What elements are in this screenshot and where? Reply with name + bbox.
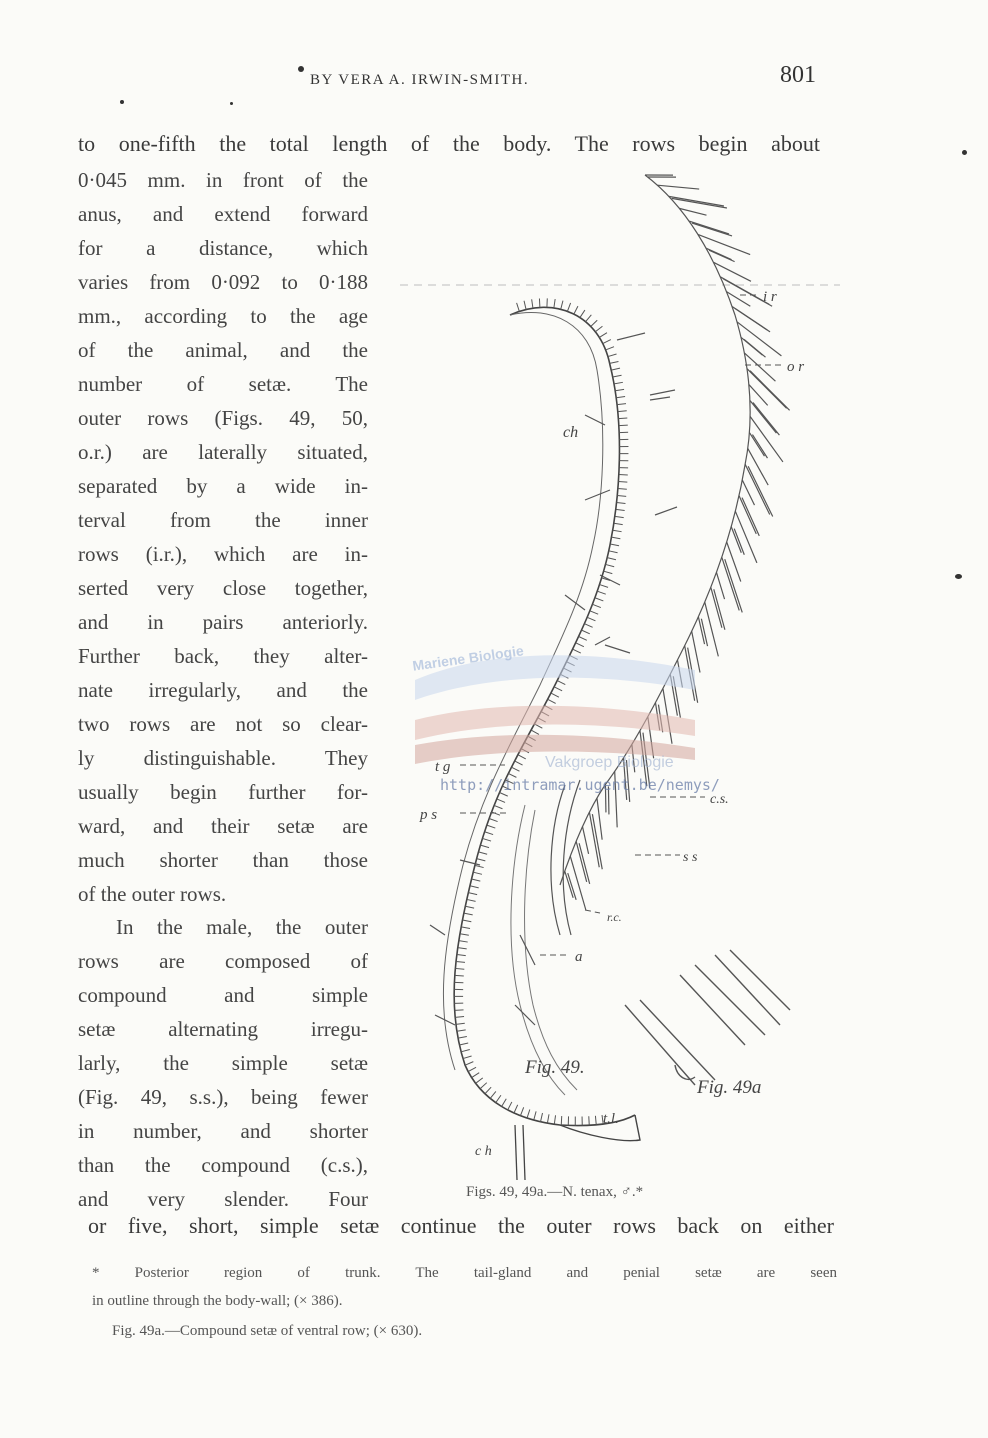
annulation-tick [617, 404, 626, 405]
annulation-tick [475, 865, 484, 867]
seta [734, 529, 744, 555]
annulation-tick [616, 509, 625, 510]
annulation-tick [487, 825, 496, 828]
text-line: of the animal, and the [78, 338, 368, 362]
annulation-tick [485, 832, 494, 835]
text-line: outer rows (Figs. 49, 50, [78, 406, 368, 430]
text-line: mm., according to the age [78, 304, 368, 328]
text-line: than the compound (c.s.), [78, 1153, 368, 1177]
seta [713, 262, 750, 281]
annulation-tick [467, 899, 476, 901]
text-line: larly, the simple setæ [78, 1051, 368, 1075]
label-rc: r.c. [607, 910, 622, 924]
annulation-tick [606, 347, 614, 350]
label-ir: i r [763, 289, 777, 305]
annulation-tick [580, 310, 585, 318]
seta [748, 466, 773, 516]
annulation-tick [458, 948, 467, 949]
text-line: compound and simple [78, 983, 368, 1007]
annulation-tick [567, 303, 570, 311]
seta [711, 587, 722, 628]
annulation-tick [584, 624, 592, 628]
seta [592, 814, 602, 869]
text-line: o.r.) are laterally situated, [78, 440, 368, 464]
annulation-tick [610, 361, 619, 363]
label-a: a [575, 949, 583, 965]
annulation-tick [541, 1113, 543, 1122]
annulation-tick [463, 1056, 472, 1059]
annulation-tick [461, 1050, 470, 1052]
annulation-tick [527, 1109, 530, 1118]
annulation-tick [514, 1105, 518, 1113]
annulation-tick [457, 1030, 466, 1031]
annulation-tick [574, 306, 578, 314]
annulation-tick [455, 968, 464, 969]
annulation-tick [476, 1078, 483, 1083]
seta [749, 433, 764, 457]
seta [744, 353, 775, 381]
annulation-tick [502, 1099, 507, 1107]
annulation-tick [455, 1017, 464, 1018]
annulation-tick [477, 859, 486, 861]
seta [727, 542, 741, 582]
annulation-tick [465, 906, 474, 908]
annulation-tick [480, 845, 489, 848]
footnote-line-1: * Posterior region of trunk. The tail-gland and penial setæ are seen [92, 1265, 837, 1281]
scan-speck [962, 150, 967, 155]
annulation-tick [464, 913, 473, 915]
watermark-url: http://intramar.ugent.be/nemys/ [440, 776, 720, 794]
seta [750, 401, 776, 434]
text-line: Further back, they alter- [78, 644, 368, 668]
annulation-tick [478, 852, 487, 854]
annulation-tick [618, 489, 627, 490]
annulation-tick [456, 961, 465, 962]
annulation-tick [465, 1062, 473, 1066]
annulation-tick [595, 1116, 596, 1125]
annulation-tick [472, 1073, 480, 1078]
body-first-line: to one-fifth the total length of the body. The rows begin about [78, 131, 820, 156]
figure-caption: Figs. 49, 49a.—N. tenax, ♂.* [466, 1184, 644, 1200]
annulation-tick [590, 611, 598, 614]
seta [698, 234, 750, 254]
annulation-tick [586, 315, 592, 322]
label-ss: s s [683, 850, 698, 865]
text-line: two rows are not so clear- [78, 712, 368, 736]
annulation-tick [554, 299, 555, 308]
annulation-tick [490, 1091, 496, 1098]
watermark-subtitle: Vakgroep Biologie [545, 754, 674, 771]
label-cs: c.s. [710, 792, 729, 807]
text-line: for a distance, which [78, 236, 368, 260]
text-line: (Fig. 49, s.s.), being fewer [78, 1085, 368, 1109]
annulation-tick [473, 872, 482, 874]
seta [657, 185, 699, 189]
annulation-tick [599, 333, 607, 338]
annulation-tick [460, 934, 469, 936]
footnote-line-2: in outline through the body-wall; (× 386). [92, 1293, 343, 1309]
annulation-tick [591, 320, 598, 326]
text-line: ly distinguishable. They [78, 746, 368, 770]
seta [589, 812, 599, 867]
label-tg: t g [435, 759, 451, 775]
text-line: rows (i.r.), which are in- [78, 542, 368, 566]
annulation-tick [608, 354, 617, 357]
annulation-tick [612, 537, 621, 539]
seta [722, 557, 739, 610]
seta [744, 339, 766, 357]
text-line: terval from the inner [78, 508, 368, 532]
annulation-tick [470, 886, 479, 888]
text-line: of the outer rows. [78, 882, 227, 906]
annulation-tick [595, 326, 602, 331]
annulation-tick [492, 812, 500, 815]
watermark-title: Mariene Biologie [411, 642, 525, 674]
annulation-tick [456, 1023, 465, 1024]
annulation-tick [489, 819, 497, 822]
text-line: rows are composed of [78, 949, 368, 973]
label-or: o r [787, 359, 805, 375]
annulation-tick [616, 397, 625, 398]
label-ch-top: ch [563, 424, 579, 441]
annulation-tick [457, 955, 466, 956]
annulation-tick [455, 975, 464, 976]
text-line: setæ alternating irregu- [78, 1017, 368, 1041]
annulation-tick [508, 1102, 512, 1110]
seta [726, 292, 750, 307]
annulation-tick [461, 927, 470, 929]
text-line: serted very close together, [78, 576, 368, 600]
body-last-line: or five, short, simple setæ continue the outer rows back on either [88, 1213, 834, 1238]
text-column [78, 165, 368, 913]
annulation-tick [517, 303, 520, 312]
text-line: varies from 0·092 to 0·188 [78, 270, 368, 294]
text-line: In the male, the outer [116, 915, 368, 939]
footnote-line-3: Fig. 49a.—Compound setæ of ventral row; (× 630). [112, 1323, 423, 1339]
seta [570, 856, 586, 910]
annulation-tick [609, 551, 618, 553]
annulation-tick [482, 838, 491, 841]
annulation-tick [561, 301, 563, 310]
scan-speck [230, 102, 233, 105]
text-line: much shorter than those [78, 848, 368, 872]
seta [597, 798, 602, 840]
running-head: BY VERA A. IRWIN-SMITH. [310, 72, 530, 88]
annulation-tick [613, 375, 622, 377]
annulation-tick [606, 564, 615, 566]
seta [672, 198, 727, 208]
scan-speck [120, 100, 124, 104]
annulation-tick [520, 1107, 523, 1115]
annulation-tick [458, 1036, 467, 1038]
text-line: and in pairs anteriorly. [78, 610, 368, 634]
annulation-tick [459, 941, 468, 942]
text-line: anus, and extend forward [78, 202, 368, 226]
seta [582, 827, 588, 854]
annulation-tick [468, 1067, 476, 1071]
text-line: separated by a wide in- [78, 474, 368, 498]
annulation-tick [618, 411, 627, 412]
annulation-tick [618, 418, 627, 419]
annulation-tick [607, 558, 616, 560]
annulation-tick [614, 382, 623, 384]
annulation-tick [547, 1114, 549, 1123]
annulation-tick [496, 1095, 501, 1102]
label-fig49a: Fig. 49a [697, 1077, 762, 1098]
annulation-tick [595, 598, 603, 601]
annulation-tick [455, 1010, 464, 1011]
label-ps: p s [420, 807, 438, 823]
annulation-tick [534, 1111, 536, 1120]
seta [735, 511, 757, 563]
annulation-tick [619, 425, 628, 426]
annulation-tick [582, 630, 590, 634]
annulation-tick [472, 879, 481, 881]
text-line: ward, and their setæ are [78, 814, 368, 838]
seta [731, 527, 741, 553]
text-line: in number, and shorter [78, 1119, 368, 1143]
seta [716, 572, 724, 599]
seta [689, 221, 729, 234]
seta [745, 464, 770, 514]
annulation-tick [468, 893, 477, 895]
scan-speck [298, 66, 304, 72]
seta [742, 498, 759, 536]
text-line: usually begin further for- [78, 780, 368, 804]
seta [705, 602, 719, 656]
seta [739, 496, 756, 534]
annulation-tick [617, 495, 626, 496]
label-ch-bottom: c h [475, 1144, 492, 1159]
annulation-tick [554, 1115, 555, 1124]
annulation-tick [613, 530, 622, 531]
annulation-tick [614, 523, 623, 524]
seta [725, 559, 742, 612]
annulation-tick [604, 571, 613, 573]
annulation-tick [611, 368, 620, 370]
annulation-tick [462, 920, 471, 922]
annulation-tick [618, 482, 627, 483]
annulation-tick [587, 617, 595, 621]
seta [753, 403, 779, 436]
label-tl: t.l. [603, 1111, 619, 1127]
annulation-tick [532, 299, 533, 308]
annulation-tick [597, 591, 605, 594]
annulation-tick [459, 1043, 468, 1045]
annulation-tick [485, 1087, 491, 1094]
annulation-tick [617, 502, 626, 503]
seta [735, 309, 770, 332]
annulation-tick [524, 301, 526, 310]
annulation-tick [600, 585, 609, 588]
text-line: number of setæ. The [78, 372, 368, 396]
annulation-tick [603, 340, 611, 344]
text-line: 0·045 mm. in front of the [78, 168, 368, 192]
annulation-tick [610, 544, 619, 546]
annulation-tick [615, 389, 624, 390]
annulation-tick [592, 604, 600, 607]
text-line: nate irregularly, and the [78, 678, 368, 702]
label-fig49: Fig. 49. [525, 1057, 585, 1078]
scan-speck [955, 574, 962, 579]
annulation-tick [615, 516, 624, 517]
text-line: and very slender. Four [78, 1187, 368, 1211]
annulation-tick [494, 805, 502, 808]
seta [576, 841, 587, 882]
annulation-tick [480, 1083, 487, 1089]
page-number: 801 [780, 62, 816, 88]
text-column-2 [78, 912, 368, 1218]
